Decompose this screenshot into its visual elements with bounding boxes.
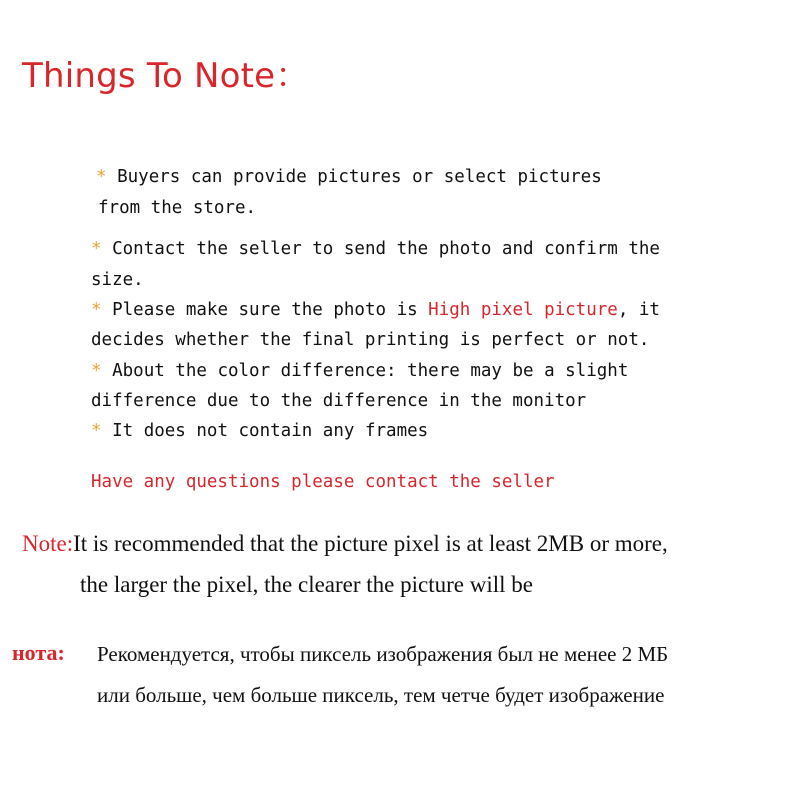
bullet-star-icon: * — [91, 421, 102, 441]
note-en-label: Note: — [22, 531, 74, 556]
bullet-star-icon: * — [91, 239, 102, 259]
bullet-star-icon: * — [91, 300, 102, 320]
note-en-text: It is recommended that the picture pixel is at least 2MB or more, — [73, 531, 668, 556]
note-text-continued: decides whether the final printing is perfect or not. — [91, 330, 650, 350]
note-ru-text: Рекомендуется, чтобы пиксель изображения был не менее 2 МБ — [97, 642, 669, 666]
note-text: Please make sure the photo is — [112, 300, 429, 320]
bullet-star-icon: * — [96, 167, 107, 187]
note-item-contact — [91, 239, 660, 259]
note-text: Contact the seller to send the photo and confirm the — [112, 239, 660, 259]
note-text-continued: from the store. — [98, 198, 257, 218]
note-item-color — [91, 361, 628, 381]
note-en — [22, 531, 668, 557]
note-en-continued: the larger the pixel, the clearer the picture will be — [80, 572, 533, 597]
note-text: About the color difference: there may be a slight — [112, 361, 629, 381]
note-ru-label: нота: — [12, 640, 65, 665]
bullet-star-icon: * — [91, 361, 102, 381]
note-item-pixel — [91, 300, 660, 320]
note-item-frames — [91, 421, 428, 441]
note-text-continued: size. — [91, 270, 144, 290]
note-text: Buyers can provide pictures or select pictures — [117, 167, 602, 187]
note-text: It does not contain any frames — [112, 421, 429, 441]
highlight-text: High pixel picture — [428, 300, 618, 320]
contact-seller-text: Have any questions please contact the seller — [91, 472, 555, 492]
note-text: , it — [617, 300, 660, 320]
note-ru-continued: или больше, чем больше пиксель, тем четче будет изображение — [97, 683, 665, 707]
note-item-buyers — [96, 167, 602, 187]
note-text-continued: difference due to the difference in the monitor — [91, 391, 587, 411]
page-title: Things To Note： — [22, 56, 310, 96]
